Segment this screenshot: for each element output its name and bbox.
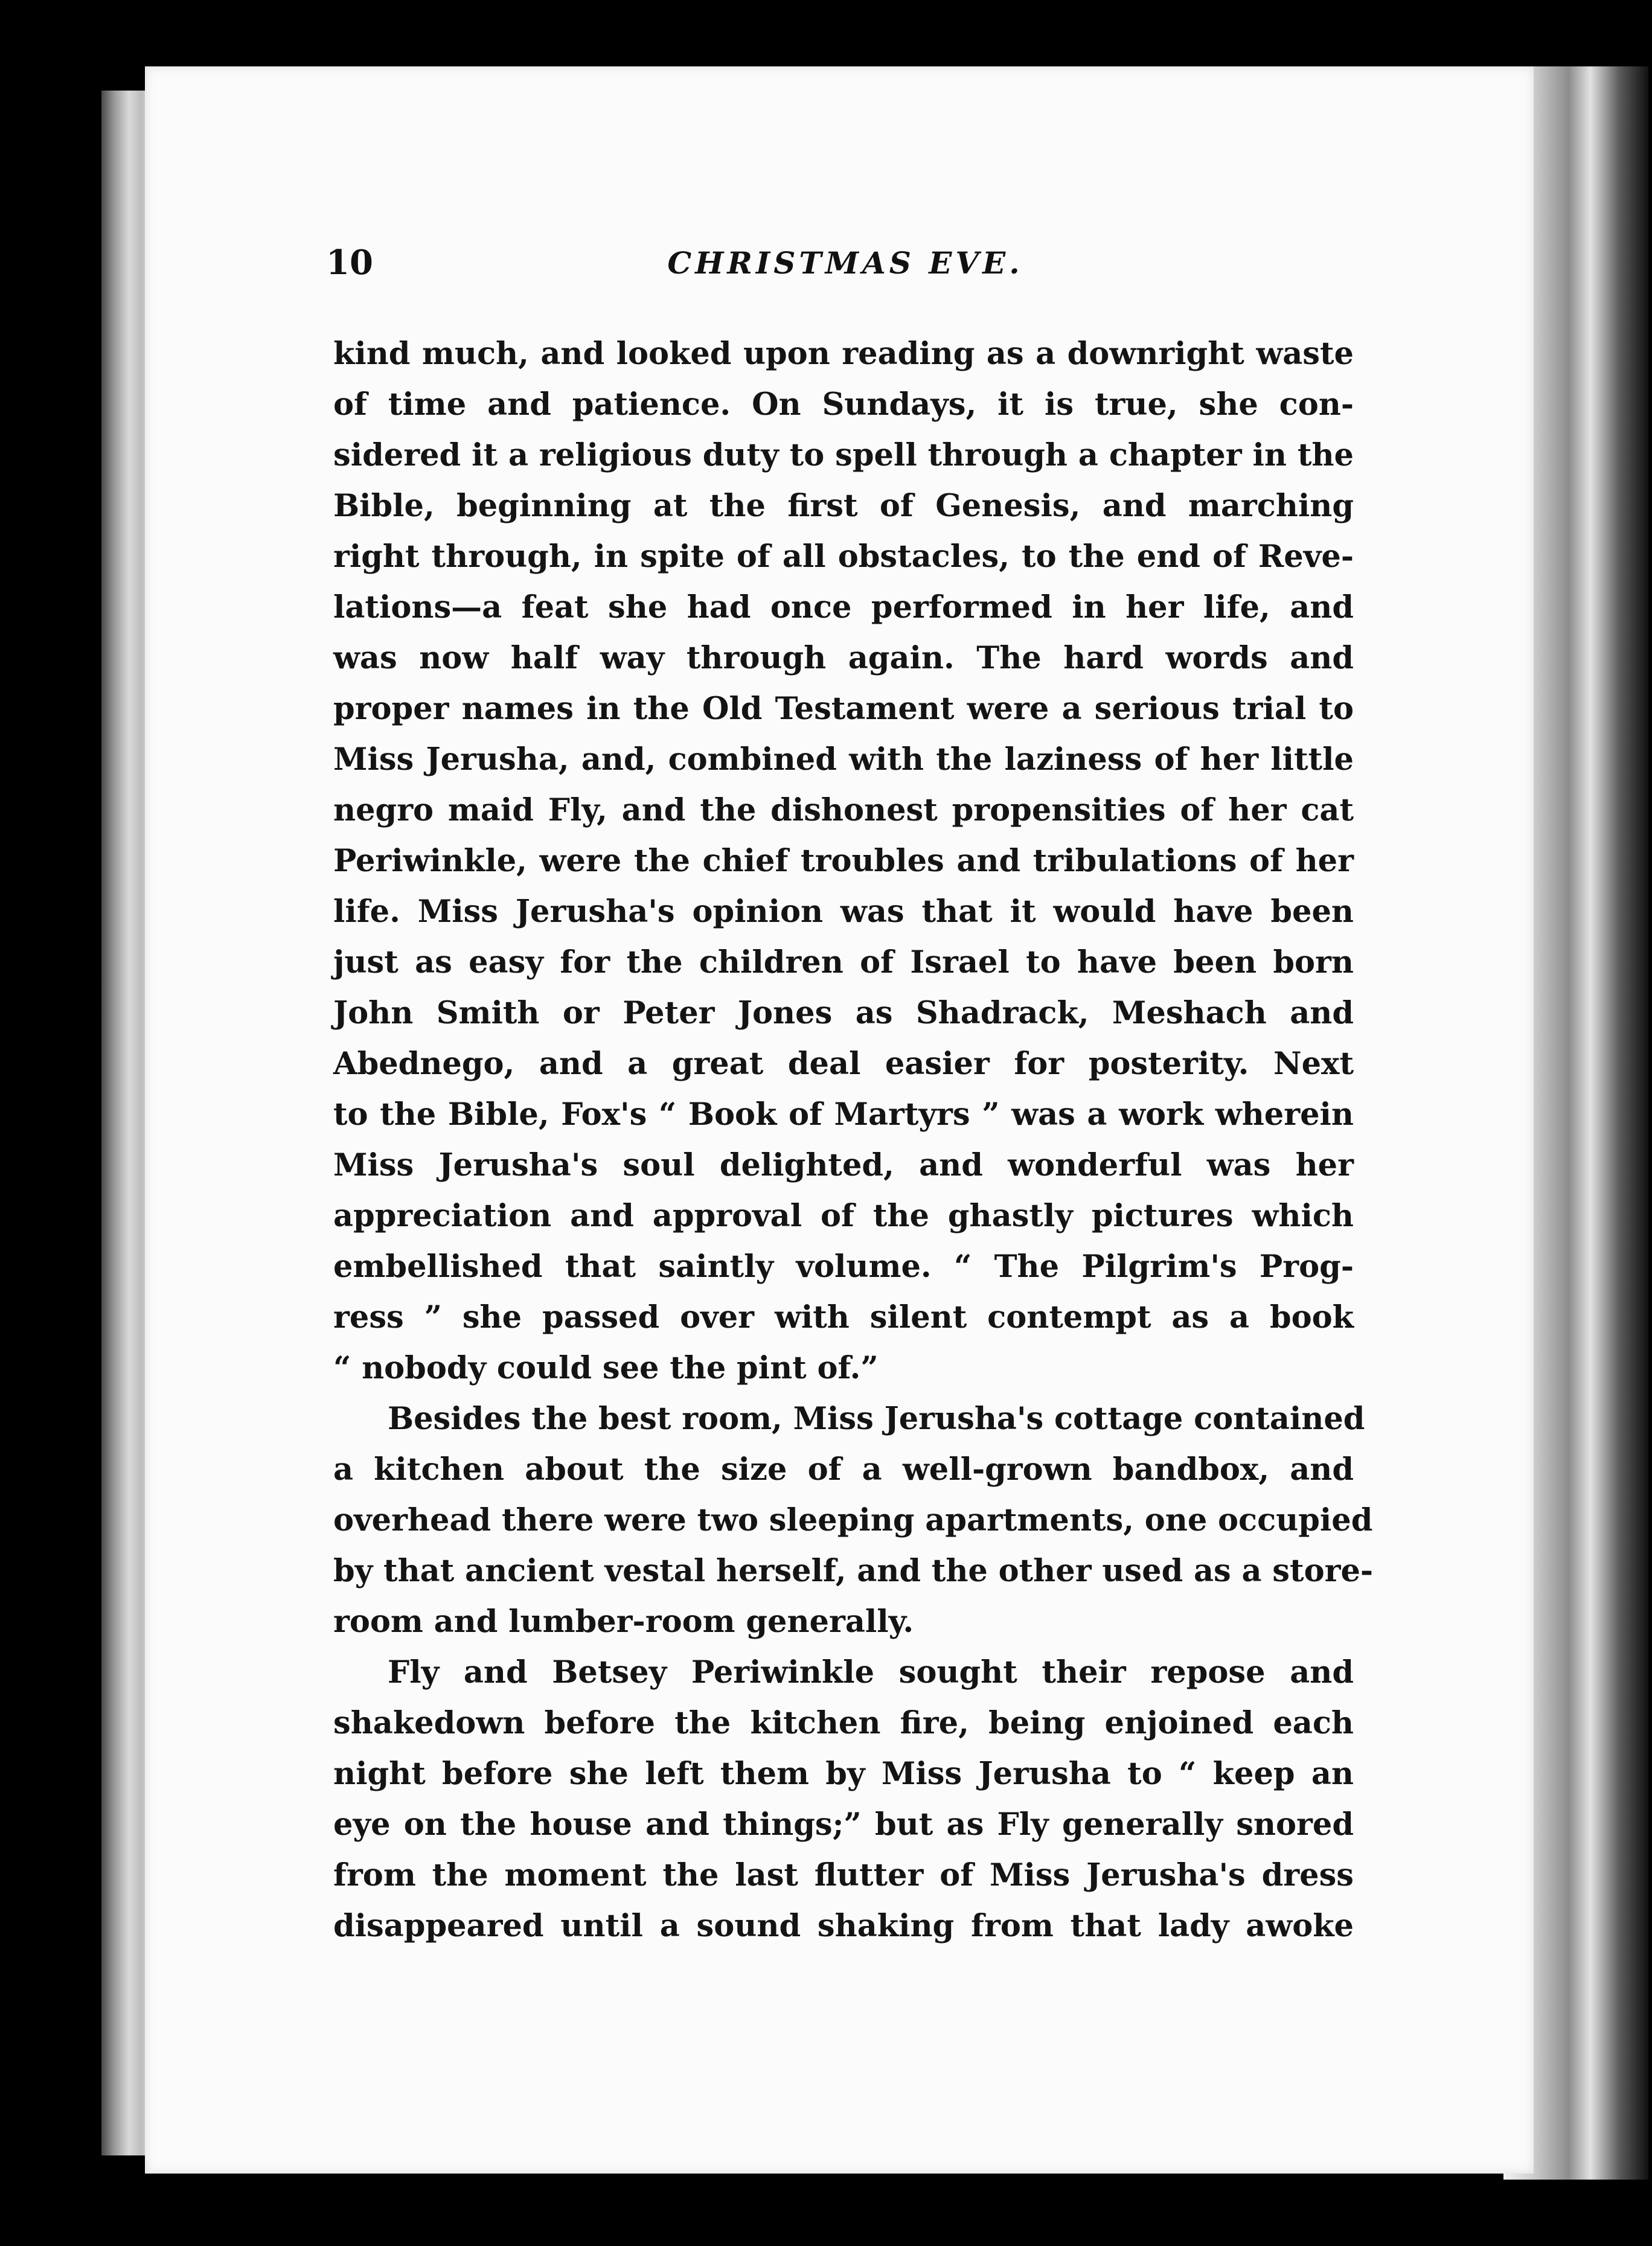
text-line: proper names in the Old Testament were a serious trial to: [333, 691, 1354, 727]
text-line: from the moment the last flutter of Miss Jerusha's dress: [333, 1857, 1354, 1893]
text-line: “ nobody could see the pint of.”: [333, 1350, 879, 1386]
text-line: room and lumber-room generally.: [333, 1604, 914, 1640]
text-line: Miss Jerusha's soul delighted, and wonderful was her: [333, 1147, 1354, 1183]
running-title: CHRISTMAS EVE.: [667, 245, 1023, 281]
text-line: right through, in spite of all obstacles, to the end of Reve-: [333, 539, 1354, 575]
text-line: to the Bible, Fox's “ Book of Martyrs ” was a work wherein: [333, 1096, 1354, 1133]
text-line: was now half way through again. The hard words and: [333, 640, 1354, 676]
body-text: [333, 328, 1374, 1951]
text-line: shakedown before the kitchen fire, being enjoined each: [333, 1705, 1354, 1741]
text-line: appreciation and approval of the ghastly pictures which: [333, 1198, 1354, 1234]
paragraph: [333, 1393, 1374, 1647]
text-line: life. Miss Jerusha's opinion was that it would have been: [333, 894, 1354, 930]
text-line: just as easy for the children of Israel to have been born: [333, 944, 1354, 981]
text-line: embellished that saintly volume. “ The Pilgrim's Prog-: [333, 1249, 1354, 1285]
text-line: night before she left them by Miss Jerusha to “ keep an: [333, 1756, 1354, 1792]
text-line: sidered it a religious duty to spell through a chapter in the: [333, 437, 1354, 473]
paragraph: [333, 1647, 1354, 1951]
text-line: disappeared until a sound shaking from that lady awoke: [333, 1908, 1354, 1944]
text-line: Periwinkle, were the chief troubles and tribulations of her: [333, 843, 1354, 879]
page-number: 10: [326, 243, 373, 283]
text-line: eye on the house and things;” but as Fly generally snored: [333, 1806, 1354, 1843]
text-line: Miss Jerusha, and, combined with the laziness of her little: [333, 741, 1354, 778]
text-line: kind much, and looked upon reading as a downright waste: [333, 336, 1354, 372]
text-line: ress ” she passed over with silent contempt as a book: [333, 1299, 1354, 1336]
text-line: a kitchen about the size of a well-grown bandbox, and: [333, 1451, 1354, 1488]
text-line: by that ancient vestal herself, and the other used as a store-: [333, 1553, 1374, 1589]
text-line: negro maid Fly, and the dishonest propensities of her cat: [333, 792, 1354, 828]
text-line: of time and patience. On Sundays, it is true, she con-: [333, 386, 1354, 423]
page-header: [326, 243, 1365, 297]
text-line: Abednego, and a great deal easier for posterity. Next: [333, 1046, 1354, 1082]
text-line: John Smith or Peter Jones as Shadrack, Meshach and: [333, 995, 1354, 1031]
text-line: Besides the best room, Miss Jerusha's cottage contained: [388, 1401, 1365, 1437]
text-line: Fly and Betsey Periwinkle sought their repose and: [388, 1654, 1354, 1691]
paragraph: [333, 328, 1354, 1393]
text-line: lations—a feat she had once performed in her life, and: [333, 589, 1354, 625]
text-line: overhead there were two sleeping apartments, one occupied: [333, 1502, 1373, 1538]
text-line: Bible, beginning at the first of Genesis, and marching: [333, 488, 1354, 524]
